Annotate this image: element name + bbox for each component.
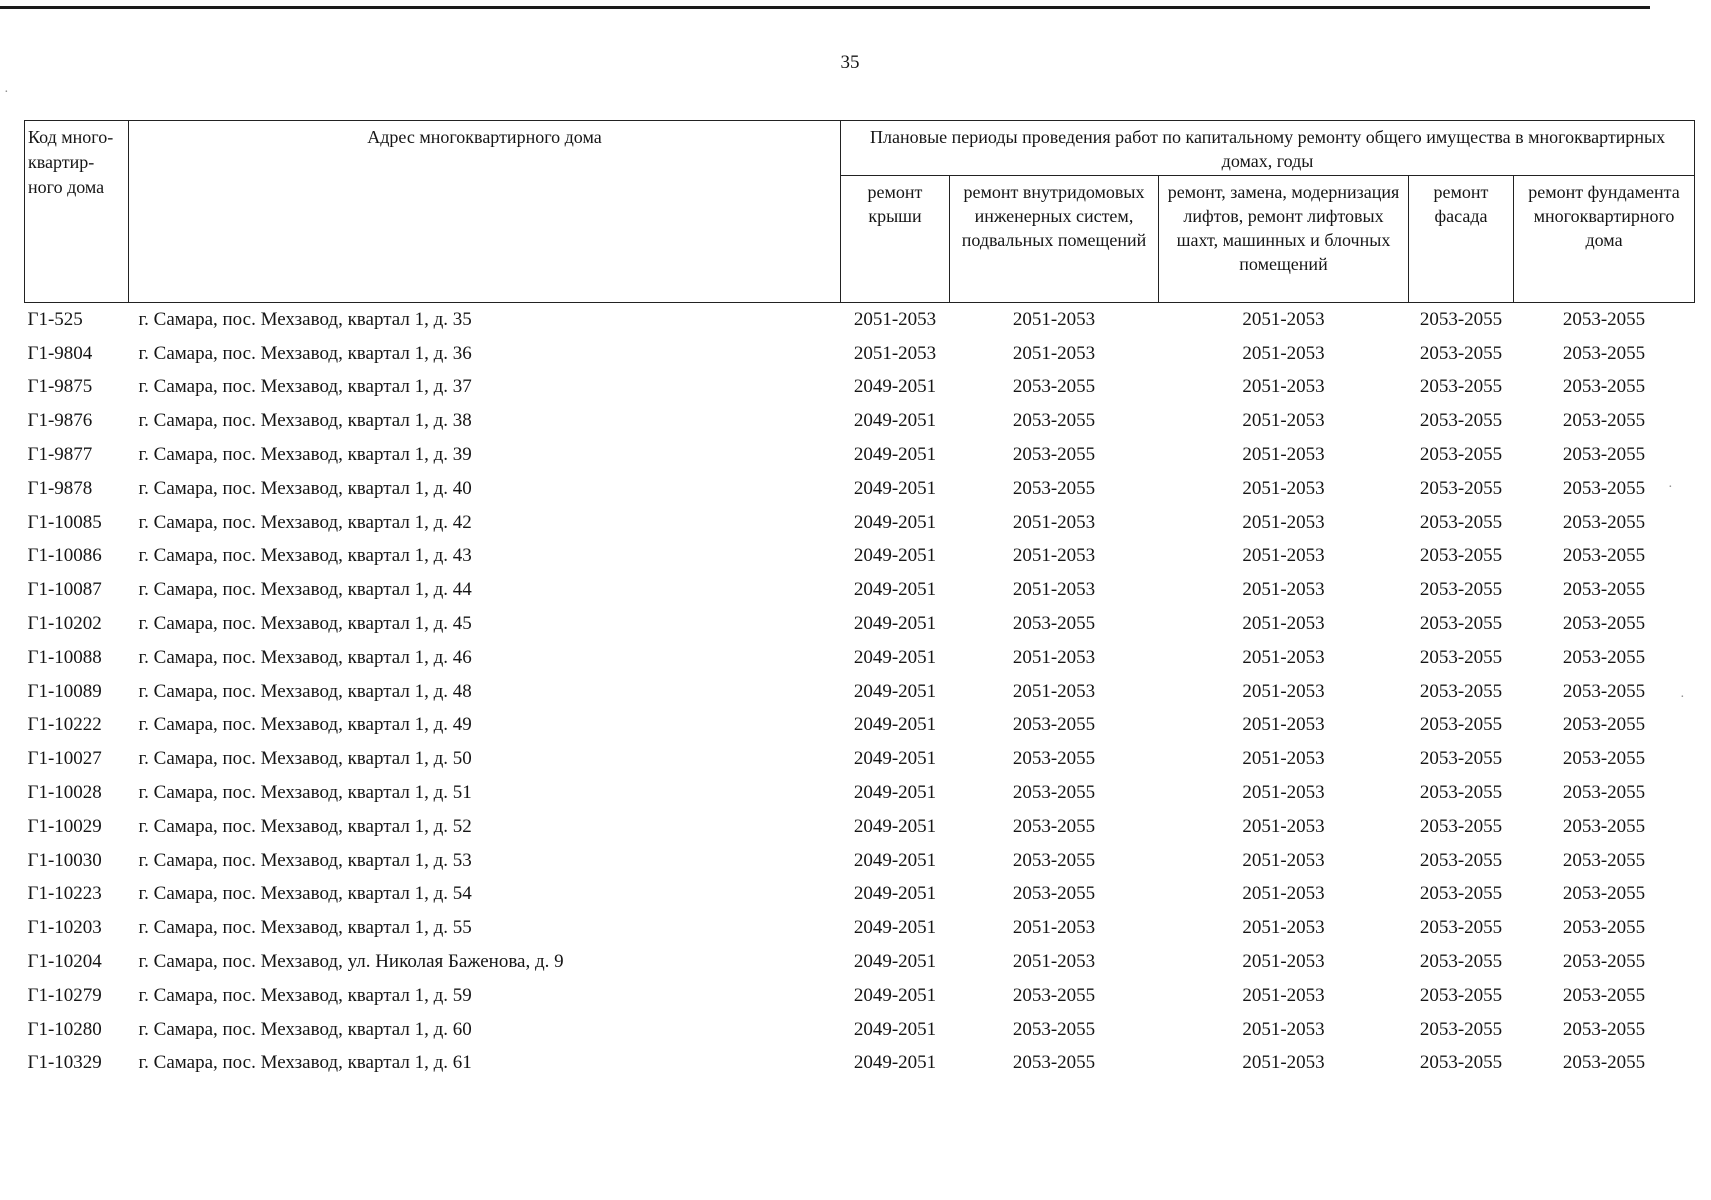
cell-address: г. Самара, пос. Мехзавод, квартал 1, д. 59 [138,984,472,1006]
cell-code: Г1-10028 [27,782,102,804]
cell-foundation-period: 2053-2055 [1562,477,1646,499]
cell-roof-period: 2049-2051 [853,579,937,601]
cell-roof-period: 2049-2051 [853,477,937,499]
cell-lifts-period: 2051-2053 [1242,883,1325,905]
table-row [25,810,1695,844]
cell-lifts-period: 2051-2053 [1242,410,1325,432]
cell-lifts-period: 2051-2053 [1242,748,1325,770]
cell-foundation-period: 2053-2055 [1562,342,1646,364]
cell-roof-period: 2049-2051 [853,444,937,466]
cell-systems-period: 2051-2053 [1012,579,1096,601]
header-planned-periods: Плановые периоды проведения работ по капитальному ремонту общего имущества в многоквартирных домах, годы [841,121,1695,176]
cell-address: г. Самара, пос. Мехзавод, квартал 1, д. 36 [138,342,472,364]
cell-systems-period: 2051-2053 [1012,511,1096,533]
table-row [25,540,1695,574]
cell-address: г. Самара, пос. Мехзавод, квартал 1, д. 61 [138,1052,472,1074]
cell-foundation-period: 2053-2055 [1562,308,1646,330]
cell-systems-period: 2053-2055 [1012,1052,1096,1074]
cell-facade-period: 2053-2055 [1419,579,1503,601]
cell-foundation-period: 2053-2055 [1562,511,1646,533]
cell-address: г. Самара, пос. Мехзавод, квартал 1, д. 39 [138,444,472,466]
cell-address: г. Самара, пос. Мехзавод, квартал 1, д. 42 [138,511,472,533]
cell-roof-period: 2049-2051 [853,1052,937,1074]
capital-repair-table [24,120,1695,1080]
cell-foundation-period: 2053-2055 [1562,951,1646,973]
table-row [25,371,1695,405]
cell-lifts-period: 2051-2053 [1242,308,1325,330]
cell-roof-period: 2049-2051 [853,917,937,939]
cell-systems-period: 2053-2055 [1012,883,1096,905]
cell-foundation-period: 2053-2055 [1562,984,1646,1006]
cell-address: г. Самара, пос. Мехзавод, квартал 1, д. 51 [138,782,472,804]
cell-lifts-period: 2051-2053 [1242,477,1325,499]
scan-speck: · [1680,690,1685,705]
header-code: Код много-квартир-ного дома [25,121,129,303]
cell-facade-period: 2053-2055 [1419,849,1503,871]
cell-lifts-period: 2051-2053 [1242,815,1325,837]
table-body [25,303,1695,1081]
cell-foundation-period: 2053-2055 [1562,849,1646,871]
table-row [25,742,1695,776]
table-row [25,337,1695,371]
cell-facade-period: 2053-2055 [1419,545,1503,567]
header-facade: ремонт фасада [1409,176,1514,303]
cell-code: Г1-10088 [27,646,102,668]
cell-facade-period: 2053-2055 [1419,1052,1503,1074]
table-row [25,844,1695,878]
cell-roof-period: 2049-2051 [853,714,937,736]
cell-foundation-period: 2053-2055 [1562,917,1646,939]
table-row [25,506,1695,540]
cell-code: Г1-9878 [27,477,93,499]
cell-lifts-period: 2051-2053 [1242,849,1325,871]
cell-address: г. Самара, пос. Мехзавод, квартал 1, д. 46 [138,646,472,668]
cell-systems-period: 2053-2055 [1012,714,1096,736]
cell-address: г. Самара, пос. Мехзавод, квартал 1, д. 44 [138,579,472,601]
cell-roof-period: 2049-2051 [853,1018,937,1040]
cell-address: г. Самара, пос. Мехзавод, квартал 1, д. 43 [138,545,472,567]
cell-facade-period: 2053-2055 [1419,680,1503,702]
cell-lifts-period: 2051-2053 [1242,1052,1325,1074]
cell-address: г. Самара, пос. Мехзавод, квартал 1, д. 49 [138,714,472,736]
cell-roof-period: 2049-2051 [853,951,937,973]
cell-systems-period: 2051-2053 [1012,342,1096,364]
cell-code: Г1-10086 [27,545,102,567]
table-row [25,438,1695,472]
cell-facade-period: 2053-2055 [1419,1018,1503,1040]
cell-code: Г1-9876 [27,410,93,432]
table-row [25,945,1695,979]
cell-systems-period: 2051-2053 [1012,545,1096,567]
table-row [25,303,1695,337]
table-row [25,911,1695,945]
cell-roof-period: 2049-2051 [853,984,937,1006]
cell-code: Г1-10204 [27,951,102,973]
cell-facade-period: 2053-2055 [1419,883,1503,905]
cell-roof-period: 2051-2053 [853,308,937,330]
cell-address: г. Самара, пос. Мехзавод, квартал 1, д. 50 [138,748,472,770]
cell-roof-period: 2049-2051 [853,613,937,635]
scan-speck: · [1668,480,1673,495]
cell-systems-period: 2053-2055 [1012,748,1096,770]
cell-lifts-period: 2051-2053 [1242,714,1325,736]
cell-foundation-period: 2053-2055 [1562,410,1646,432]
cell-foundation-period: 2053-2055 [1562,376,1646,398]
header-address: Адрес многоквартирного дома [129,121,841,303]
cell-systems-period: 2053-2055 [1012,444,1096,466]
cell-systems-period: 2053-2055 [1012,410,1096,432]
cell-facade-period: 2053-2055 [1419,984,1503,1006]
cell-code: Г1-10029 [27,815,102,837]
cell-systems-period: 2053-2055 [1012,376,1096,398]
cell-systems-period: 2053-2055 [1012,815,1096,837]
cell-lifts-period: 2051-2053 [1242,579,1325,601]
cell-foundation-period: 2053-2055 [1562,1052,1646,1074]
cell-facade-period: 2053-2055 [1419,308,1503,330]
cell-facade-period: 2053-2055 [1419,951,1503,973]
cell-code: Г1-10202 [27,613,102,635]
cell-facade-period: 2053-2055 [1419,410,1503,432]
cell-code: Г1-9877 [27,444,93,466]
table-row [25,641,1695,675]
cell-systems-period: 2051-2053 [1012,646,1096,668]
table-row [25,979,1695,1013]
cell-roof-period: 2049-2051 [853,782,937,804]
cell-code: Г1-10280 [27,1018,102,1040]
cell-lifts-period: 2051-2053 [1242,376,1325,398]
cell-roof-period: 2049-2051 [853,545,937,567]
cell-facade-period: 2053-2055 [1419,342,1503,364]
cell-lifts-period: 2051-2053 [1242,511,1325,533]
table-row [25,607,1695,641]
cell-code: Г1-10027 [27,748,102,770]
cell-address: г. Самара, пос. Мехзавод, квартал 1, д. 35 [138,308,472,330]
cell-roof-period: 2049-2051 [853,883,937,905]
cell-code: Г1-10030 [27,849,102,871]
cell-lifts-period: 2051-2053 [1242,984,1325,1006]
cell-lifts-period: 2051-2053 [1242,646,1325,668]
cell-facade-period: 2053-2055 [1419,917,1503,939]
cell-facade-period: 2053-2055 [1419,714,1503,736]
header-lifts: ремонт, замена, модернизация лифтов, ремонт лифтовых шахт, машинных и блочных помещений [1159,176,1409,303]
cell-roof-period: 2049-2051 [853,815,937,837]
cell-roof-period: 2049-2051 [853,680,937,702]
table-row [25,1013,1695,1047]
cell-address: г. Самара, пос. Мехзавод, квартал 1, д. 55 [138,917,472,939]
cell-code: Г1-10222 [27,714,102,736]
cell-code: Г1-10085 [27,511,102,533]
cell-foundation-period: 2053-2055 [1562,680,1646,702]
cell-code: Г1-10089 [27,680,102,702]
cell-foundation-period: 2053-2055 [1562,646,1646,668]
header-foundation: ремонт фундамента многоквартирного дома [1514,176,1695,303]
cell-foundation-period: 2053-2055 [1562,579,1646,601]
cell-code: Г1-10279 [27,984,102,1006]
cell-address: г. Самара, пос. Мехзавод, квартал 1, д. 38 [138,410,472,432]
cell-systems-period: 2053-2055 [1012,477,1096,499]
cell-foundation-period: 2053-2055 [1562,1018,1646,1040]
cell-address: г. Самара, пос. Мехзавод, ул. Николая Баженова, д. 9 [138,951,564,973]
cell-code: Г1-10329 [27,1052,102,1074]
header-engineering-systems: ремонт внутридомовых инженерных систем, подвальных помещений [950,176,1159,303]
cell-facade-period: 2053-2055 [1419,815,1503,837]
cell-facade-period: 2053-2055 [1419,511,1503,533]
cell-roof-period: 2049-2051 [853,410,937,432]
cell-address: г. Самара, пос. Мехзавод, квартал 1, д. 54 [138,883,472,905]
cell-roof-period: 2049-2051 [853,646,937,668]
table-row [25,709,1695,743]
cell-roof-period: 2049-2051 [853,511,937,533]
cell-facade-period: 2053-2055 [1419,444,1503,466]
cell-address: г. Самара, пос. Мехзавод, квартал 1, д. 48 [138,680,472,702]
cell-facade-period: 2053-2055 [1419,782,1503,804]
table-row [25,404,1695,438]
cell-address: г. Самара, пос. Мехзавод, квартал 1, д. 40 [138,477,472,499]
cell-systems-period: 2053-2055 [1012,849,1096,871]
cell-roof-period: 2049-2051 [853,376,937,398]
cell-systems-period: 2051-2053 [1012,308,1096,330]
table-row [25,878,1695,912]
cell-foundation-period: 2053-2055 [1562,714,1646,736]
cell-facade-period: 2053-2055 [1419,646,1503,668]
cell-address: г. Самара, пос. Мехзавод, квартал 1, д. 53 [138,849,472,871]
cell-foundation-period: 2053-2055 [1562,613,1646,635]
cell-lifts-period: 2051-2053 [1242,680,1325,702]
cell-lifts-period: 2051-2053 [1242,444,1325,466]
cell-roof-period: 2049-2051 [853,748,937,770]
cell-foundation-period: 2053-2055 [1562,545,1646,567]
cell-code: Г1-525 [27,308,83,330]
top-rule [0,6,1650,9]
cell-foundation-period: 2053-2055 [1562,883,1646,905]
cell-systems-period: 2051-2053 [1012,917,1096,939]
cell-systems-period: 2051-2053 [1012,951,1096,973]
cell-lifts-period: 2051-2053 [1242,782,1325,804]
table-row [25,776,1695,810]
table-row [25,573,1695,607]
cell-facade-period: 2053-2055 [1419,748,1503,770]
table-row [25,675,1695,709]
table-row [25,1047,1695,1081]
cell-foundation-period: 2053-2055 [1562,444,1646,466]
cell-code: Г1-9804 [27,342,93,364]
page-number: 35 [840,52,860,73]
cell-systems-period: 2053-2055 [1012,613,1096,635]
cell-address: г. Самара, пос. Мехзавод, квартал 1, д. 52 [138,815,472,837]
cell-roof-period: 2051-2053 [853,342,937,364]
cell-facade-period: 2053-2055 [1419,613,1503,635]
cell-code: Г1-10203 [27,917,102,939]
cell-lifts-period: 2051-2053 [1242,342,1325,364]
cell-lifts-period: 2051-2053 [1242,545,1325,567]
cell-systems-period: 2051-2053 [1012,680,1096,702]
cell-lifts-period: 2051-2053 [1242,613,1325,635]
cell-code: Г1-10223 [27,883,102,905]
header-roof: ремонт крыши [841,176,950,303]
cell-foundation-period: 2053-2055 [1562,782,1646,804]
table-row [25,472,1695,506]
cell-facade-period: 2053-2055 [1419,376,1503,398]
cell-address: г. Самара, пос. Мехзавод, квартал 1, д. 45 [138,613,472,635]
cell-roof-period: 2049-2051 [853,849,937,871]
cell-address: г. Самара, пос. Мехзавод, квартал 1, д. 37 [138,376,472,398]
cell-lifts-period: 2051-2053 [1242,951,1325,973]
cell-foundation-period: 2053-2055 [1562,815,1646,837]
cell-facade-period: 2053-2055 [1419,477,1503,499]
cell-systems-period: 2053-2055 [1012,1018,1096,1040]
cell-code: Г1-10087 [27,579,102,601]
cell-code: Г1-9875 [27,376,93,398]
cell-lifts-period: 2051-2053 [1242,917,1325,939]
cell-systems-period: 2053-2055 [1012,782,1096,804]
cell-address: г. Самара, пос. Мехзавод, квартал 1, д. 60 [138,1018,472,1040]
scan-speck: · [4,85,9,100]
cell-lifts-period: 2051-2053 [1242,1018,1325,1040]
cell-foundation-period: 2053-2055 [1562,748,1646,770]
cell-systems-period: 2053-2055 [1012,984,1096,1006]
